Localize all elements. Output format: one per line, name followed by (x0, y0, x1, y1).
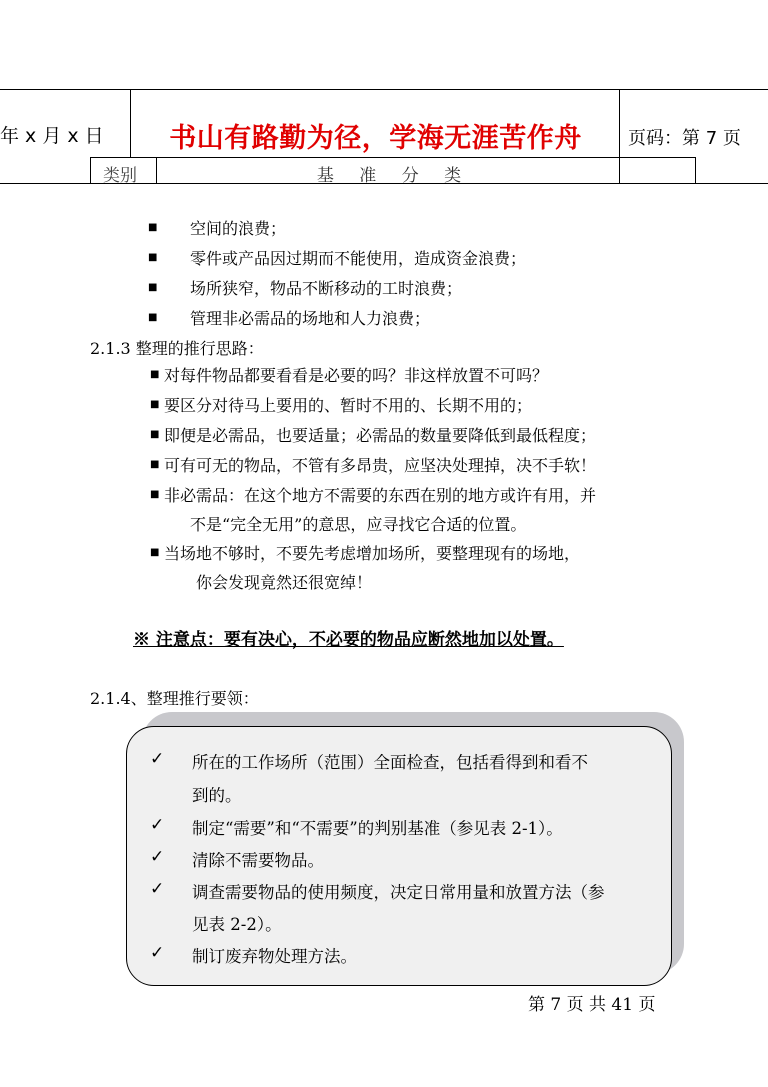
header-mid-border (90, 157, 696, 158)
attention-note: ※ 注意点：要有决心，不必要的物品应断然地加以处置。 (133, 630, 564, 650)
key-point: 制定“需要”和“不需要”的判别基准（参见表 2-1）。 (192, 819, 563, 838)
list-item-continuation: 你会发现竟然还很宽绰！ (196, 573, 373, 592)
header-top-border (0, 89, 768, 90)
category-value (160, 161, 618, 186)
list-item: 空间的浪费； (190, 219, 287, 238)
square-bullet-icon: ■ (148, 222, 158, 233)
check-icon: ✓ (150, 847, 165, 867)
square-bullet-icon: ■ (150, 459, 160, 470)
key-point-continuation: 到的。 (192, 786, 242, 805)
category-cell-divider (156, 157, 157, 183)
category-char: 基 (316, 166, 334, 186)
check-icon: ✓ (150, 815, 165, 835)
list-item: 非必需品：在这个地方不需要的东西在别的地方或许有用，并 (164, 486, 597, 505)
header-title: 书山有路勤为径，学海无涯苦作舟 (169, 123, 582, 154)
list-item: 对每件物品都要看看是必要的吗？非这样放置不可吗？ (164, 366, 549, 385)
square-bullet-icon: ■ (148, 282, 158, 293)
square-bullet-icon: ■ (150, 547, 160, 558)
page-footer: 第 7 页 共 41 页 (528, 995, 656, 1015)
category-char: 类 (444, 166, 462, 186)
header-divider-2 (619, 89, 620, 183)
category-char: 分 (401, 166, 419, 186)
category-char: 准 (359, 166, 377, 186)
key-point: 制订废弃物处理方法。 (192, 947, 357, 966)
category-label: 类别 (103, 166, 137, 186)
list-item: 零件或产品因过期而不能使用，造成资金浪费； (190, 249, 527, 268)
square-bullet-icon: ■ (150, 369, 160, 380)
list-item: 要区分对待马上要用的、暂时不用的、长期不用的； (164, 396, 533, 415)
square-bullet-icon: ■ (150, 489, 160, 500)
header-date: 年 x 月 x 日 (0, 125, 104, 147)
category-cell-right (695, 157, 696, 183)
key-point-continuation: 见表 2-2）。 (192, 915, 282, 934)
key-point: 所在的工作场所（范围）全面检查，包括看得到和看不 (192, 753, 588, 772)
header-page-number: 页码：第 7 页 (628, 128, 741, 149)
list-item: 可有可无的物品，不管有多昂贵，应坚决处理掉，决不手软！ (164, 456, 597, 475)
square-bullet-icon: ■ (150, 429, 160, 440)
square-bullet-icon: ■ (148, 252, 158, 263)
check-icon: ✓ (150, 943, 165, 963)
header-divider-1 (130, 89, 131, 157)
square-bullet-icon: ■ (148, 312, 158, 323)
section-214-heading: 2.1.4、整理推行要领： (90, 689, 259, 708)
square-bullet-icon: ■ (150, 399, 160, 410)
section-213-heading: 2.1.3 整理的推行思路： (90, 339, 264, 358)
check-icon: ✓ (150, 749, 165, 769)
category-cell-left (90, 157, 91, 183)
list-item: 当场地不够时，不要先考虑增加场所，要整理现有的场地， (164, 544, 581, 563)
list-item: 即便是必需品，也要适量；必需品的数量要降低到最低程度； (164, 426, 597, 445)
list-item: 管理非必需品的场地和人力浪费； (190, 309, 431, 328)
key-point: 清除不需要物品。 (192, 851, 324, 870)
list-item: 场所狭窄，物品不断移动的工时浪费； (190, 279, 463, 298)
list-item-continuation: 不是“完全无用”的意思，应寻找它合适的位置。 (190, 515, 527, 534)
check-icon: ✓ (150, 879, 165, 899)
key-point: 调查需要物品的使用频度，决定日常用量和放置方法（参 (192, 883, 605, 902)
